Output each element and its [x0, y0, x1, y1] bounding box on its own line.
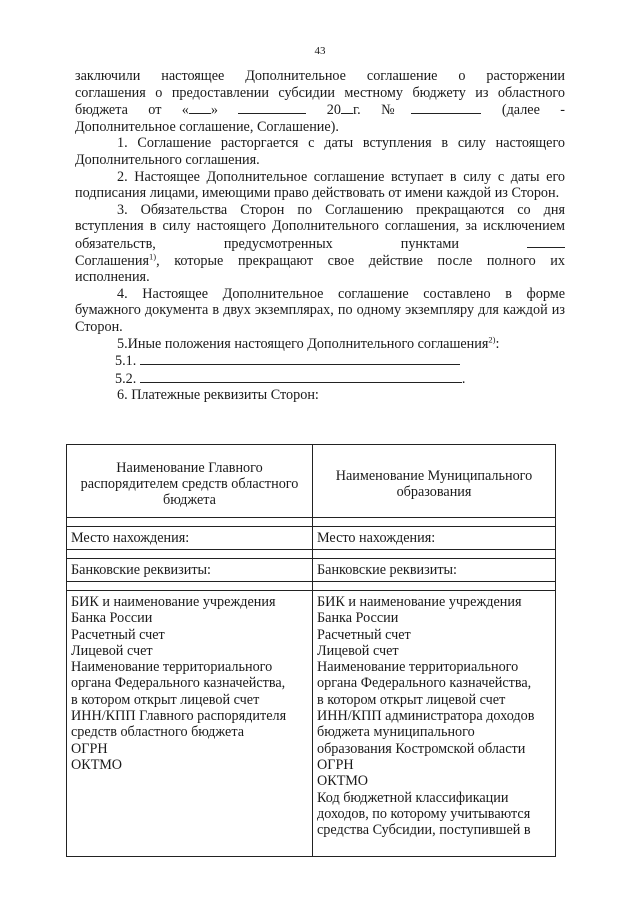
right-location-cell: Место нахождения:: [313, 527, 556, 550]
item-4: 4. Настоящее Дополнительное соглашение составлено в форме бумажного документа в двух экземплярах, по одному экземпляру для каждой из Сторон.: [75, 285, 565, 335]
left-detail-line: ОГРН: [71, 740, 108, 757]
year-blank: [341, 101, 353, 114]
item-5-2-blank: [140, 370, 462, 383]
right-detail-line: доходов, по которому учитываются: [317, 805, 531, 822]
left-detail-line: Расчетный счет: [71, 626, 165, 643]
left-details-cell: [67, 591, 313, 857]
right-detail-line: ОГРН: [317, 756, 354, 773]
left-detail-line: БИК и наименование учреждения: [71, 594, 276, 610]
right-detail-line: бюджета муниципального: [317, 724, 475, 741]
right-detail-line: Наименование территориального: [317, 659, 519, 676]
right-detail-line: в котором открыт лицевой счет: [317, 691, 506, 708]
item-6: 6. Платежные реквизиты Сторон:: [117, 387, 319, 404]
item-2: 2. Настоящее Дополнительное соглашение вступает в силу с даты его подписания лицами, имеющими право действовать от имени каждой из Сторон.: [75, 168, 565, 202]
footnote-1-marker: 1): [148, 250, 157, 261]
intro-date-prefix: бюджета от «: [75, 102, 189, 119]
item-3-continuation: [75, 250, 565, 286]
bank-row: [67, 559, 556, 582]
intro-line-3: [75, 101, 565, 119]
left-header-cell: Наименование Главного распорядителем средств областного бюджета: [67, 445, 313, 518]
spacer-cell: [67, 518, 313, 527]
left-detail-line: Банка России: [71, 610, 153, 627]
left-detail-line: Лицевой счет: [71, 642, 153, 659]
location-row: [67, 527, 556, 550]
left-bank-cell: Банковские реквизиты:: [67, 559, 313, 582]
intro-year-prefix: 20: [326, 102, 341, 119]
footnote-2-marker: 2): [488, 333, 496, 344]
right-detail-line: Расчетный счет: [317, 626, 411, 643]
item-3-agreement-word: Соглашения: [75, 252, 149, 269]
left-detail-line: средств областного бюджета: [71, 724, 244, 741]
item-5-2: 5.2. .: [115, 370, 466, 387]
spacer-cell: [313, 518, 556, 527]
right-bank-cell: Банковские реквизиты:: [313, 559, 556, 582]
items-blank: [527, 235, 565, 248]
right-detail-line: Банка России: [317, 610, 399, 627]
left-detail-line: органа Федерального казначейства,: [71, 675, 286, 692]
right-detail-line: Код бюджетной классификации: [317, 789, 509, 806]
payment-details-table: [66, 444, 556, 857]
right-detail-line: органа Федерального казначейства,: [317, 675, 532, 692]
item-5: [75, 333, 565, 353]
right-details-cell: [313, 591, 556, 857]
item-5-text: 5.Иные положения настоящего Дополнительного соглашения: [117, 335, 489, 352]
spacer-cell: [67, 582, 313, 591]
right-detail-line: БИК и наименование учреждения: [317, 594, 522, 610]
month-blank: [238, 101, 306, 114]
item-5-colon: :: [495, 335, 500, 352]
intro-date-suffix: (далее -: [501, 102, 566, 119]
item-5-1-blank: [140, 352, 460, 365]
right-detail-line: средства Субсидии, поступившей в: [317, 822, 531, 839]
spacer-cell: [313, 550, 556, 559]
item-3-main: [75, 202, 565, 253]
right-detail-line: Лицевой счет: [317, 642, 399, 659]
item-1: 1. Соглашение расторгается с даты вступления в силу настоящего Дополнительного соглашения.: [75, 135, 565, 168]
item-5-1-label: 5.1.: [115, 353, 137, 370]
right-detail-line: образования Костромской области: [317, 740, 526, 757]
day-blank: [189, 101, 211, 114]
left-detail-line: ОКТМО: [71, 756, 123, 773]
item-5-2-label: 5.2.: [115, 370, 137, 387]
left-location-cell: Место нахождения:: [67, 527, 313, 550]
document-body: [75, 68, 565, 404]
intro-line-1: заключили настоящее Дополнительное соглашение о расторжении: [75, 68, 565, 84]
intro-number-label: г. №: [352, 102, 412, 119]
number-blank: [411, 101, 481, 114]
table-header-row: [67, 445, 556, 518]
left-detail-line: в котором открыт лицевой счет: [71, 691, 260, 708]
details-row: [67, 591, 556, 857]
right-detail-line: ОКТМО: [317, 773, 369, 790]
left-detail-line: Наименование территориального: [71, 659, 273, 676]
spacer-cell: [313, 582, 556, 591]
item-5-1: [115, 352, 565, 370]
page-number: 43: [314, 45, 326, 57]
right-detail-line: ИНН/КПП администратора доходов: [317, 708, 535, 725]
intro-line-2: соглашения о предоставлении субсидии местному бюджету из областного: [75, 84, 565, 101]
item-3-ending: , которые прекращают свое действие после полного их исполнения.: [75, 252, 565, 286]
intro-line-4: Дополнительное соглашение, Соглашение).: [75, 118, 339, 135]
item-3-text: 3. Обязательства Сторон по Соглашению прекращаются со дня вступления в силу настоящего Дополнительного соглашения, за исключением обязательств, предусмотренных пунктами: [75, 201, 565, 252]
spacer-cell: [67, 550, 313, 559]
left-detail-line: ИНН/КПП Главного распорядителя: [71, 708, 287, 725]
right-header-cell: Наименование Муниципального образования: [313, 445, 556, 518]
intro-date-close-quote: »: [210, 102, 218, 119]
